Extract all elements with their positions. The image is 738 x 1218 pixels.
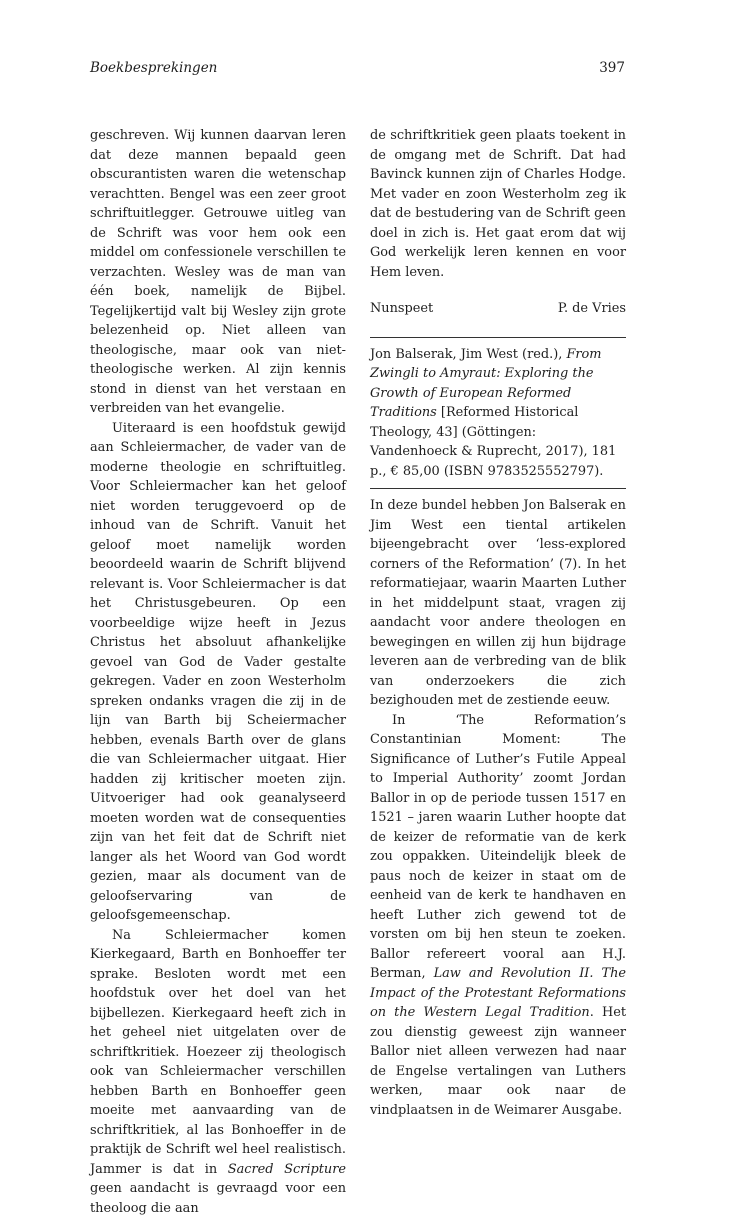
left-paragraph-3-text-b: geen aandacht is gevraagd voor een theoloog die aan [90,1181,346,1216]
right-paragraph-1: de schriftkritiek geen plaats toekent in de omgang met de Schrift. Dat had Bavinck kunnen zijn of Charles Hodge. Met vader en zoon Westerholm zeg ik dat de bestudering van de Schrift geen doel in zich is. Het gaat erom dat wij God werkelijk leren kennen en voor Hem leven. [370,126,626,282]
right-paragraph-3-text-b: . Het zou dienstig geweest zijn wanneer Ballor niet alleen verwezen had naar de Engelse vertalingen van Luthers werken, maar ook naar de vindplaatsen in de Weimarer Ausgabe. [370,1005,626,1118]
left-paragraph-2: Uiteraard is een hoofdstuk gewijd aan Schleiermacher, de vader van de moderne theologie en schriftuitleg. Voor Schleiermacher kan het geloof niet worden teruggevoerd op de inhoud van de Schrift. Vanuit het geloof moet namelijk worden beoordeeld waarin de Schrift blijvend relevant is. Voor Schleiermacher is dat het Christusgebeuren. Op een voorbeeldige wijze heeft in Jezus Christus het absoluut afhankelijke gevoel van God de Vader gestalte gekregen. Vader en zoon Westerholm spreken ondanks vragen die zij in de lijn van Barth bij Scheiermacher hebben, evenals Barth over de glans die van Schleiermacher uitgaat. Hier hadden zij kritischer moeten zijn. Uitvoeriger had ook geanalyseerd moeten worden wat de consequenties zijn van het feit dat de Schrift niet langer als het Woord van God wordt gezien, maar als document van de geloofservaring van de geloofsgemeenschap. [90,419,346,926]
book-reference-details: [Reformed Historical Theology, 43] (Göttingen: Vandenhoeck & Ruprecht, 2017), 181 p., € 85,00 (ISBN 9783525552797). [370,405,616,479]
right-paragraph-2: In deze bundel hebben Jon Balserak en Jim West een tiental artikelen bijeengebracht over ‘less-explored corners of the Reformation’ (7). In het reformatiejaar, waarin Maarten Luther in het middelpunt staat, vragen zij aandacht voor andere theologen en bewegingen en willen zij hun bijdrage leveren aan de verbreding van de blik van onderzoekers die zich bezighouden met de zestiende eeuw. [370,496,626,711]
left-paragraph-3-book-title: Sacred Scripture [228,1162,346,1177]
right-paragraph-3-text-a: In ‘The Reformation’s Constantinian Moment: The Significance of Luther’s Futile Appeal to Imperial Authority’ zoomt Jordan Ballor in op de periode tussen 1517 en 1521 – jaren waarin Luther hoopte dat de keizer de reformatie van de kerk zou oppakken. Uiteindelijk bleek de paus noch de keizer in staat om de eenheid van de kerk te handhaven en heeft Luther zich gewend tot de vorsten om bij hen steun te zoeken. Ballor refereert vooral aan H.J. Berman, [370,713,626,982]
left-paragraph-1: geschreven. Wij kunnen daarvan leren dat deze mannen bepaald geen obscurantisten waren die wetenschap verachtten. Bengel was een zeer groot schriftuitlegger. Getrouwe uitleg van de Schrift was voor hem ook een middel om confessionele verschillen te verzachten. Wesley was de man van één boek, namelijk de Bijbel. Tegelijkertijd valt bij Wesley zijn grote belezenheid op. Niet alleen van theologische, maar ook van niet-theologische werken. Al zijn kennis stond in dienst van het verstaan en verbreiden van het evangelie. [90,126,346,419]
page-header [90,60,625,80]
left-paragraph-3 [90,926,346,1218]
review-signature [370,299,626,319]
book-reference-title: From Zwingli to Amyraut: Exploring the Growth of European Reformed Traditions [370,347,602,421]
page-number: 397 [599,60,625,76]
book-reference-authors: Jon Balserak, Jim West (red.), [370,347,566,362]
left-column [90,126,346,1218]
divider-top [370,337,626,338]
right-paragraph-3-book-title: Law and Revolution II. The Impact of the Protestant Reformations on the Western Legal Tradition [370,966,626,1020]
signature-author: P. de Vries [558,299,626,319]
right-paragraph-3 [370,711,626,1121]
right-column [370,126,626,1120]
signature-place: Nunspeet [370,299,433,319]
left-paragraph-3-text-a: Na Schleiermacher komen Kierkegaard, Barth en Bonhoeffer ter sprake. Besloten wordt met een hoofdstuk over het doel van het bijbellezen. Kierkegaard heeft zich in het geheel niet uitgelaten over de schriftkritiek. Hoezeer zij theologisch ook van Schleiermacher verschillen hebben Barth en Bonhoeffer geen moeite met aanvaarding van de schriftkritiek, al las Bonhoeffer in de praktijk de Schrift wel heel realistisch. Jammer is dat in [90,928,346,1177]
divider-bottom [370,488,626,489]
book-reference [370,345,626,482]
running-title: Boekbesprekingen [90,60,217,76]
